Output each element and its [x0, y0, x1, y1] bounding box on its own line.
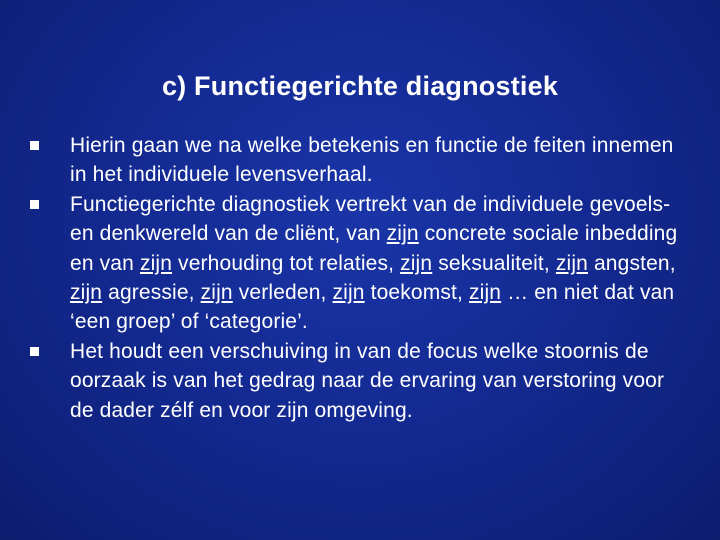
text-run: verleden,: [232, 281, 333, 305]
bullet-item: [30, 190, 690, 337]
text-run: concrete sociale inbedding en van: [70, 222, 678, 275]
underlined-word: zijn: [386, 222, 419, 246]
text-run: Functiegerichte diagnostiek vertrekt van de individuele gevoels-en denkwereld van de cliënt, van: [70, 192, 671, 246]
slide-title: c) Functiegerichte diagnostiek: [161, 71, 559, 102]
text-run: Hierin gaan we na welke betekenis en functie de feiten innemen in het individuele levensverhaal.: [70, 134, 674, 187]
underlined-word: zijn: [468, 281, 502, 305]
text-run: angsten,: [587, 251, 676, 275]
bullet-text: [70, 190, 690, 337]
bullet-text: [70, 131, 690, 190]
text-run: toekomst,: [364, 281, 469, 305]
underlined-word: zijn: [332, 281, 365, 305]
text-run: seksualiteit,: [432, 251, 556, 275]
text-run: Het houdt een verschuiving in van de focus welke stoornis de oorzaak is van het gedrag naar de ervaring van verstoring voor de dader zélf en voor zijn omgeving.: [70, 339, 665, 422]
square-bullet-icon: [30, 131, 70, 160]
bullet-item: [30, 131, 690, 190]
underlined-word: zijn: [200, 281, 233, 305]
bullet-text: [70, 337, 690, 425]
underlined-word: zijn: [400, 251, 433, 275]
square-bullet-icon: [30, 337, 70, 366]
underlined-word: zijn: [555, 251, 588, 275]
bullet-list: [30, 131, 690, 425]
text-run: … en niet dat van ‘een groep’ of ‘categorie’.: [70, 281, 675, 334]
text-run: verhouding tot relaties,: [172, 251, 401, 275]
underlined-word: zijn: [70, 281, 103, 305]
text-run: agressie,: [102, 281, 201, 305]
underlined-word: zijn: [139, 251, 173, 275]
bullet-item: [30, 337, 690, 425]
square-bullet-icon: [30, 190, 70, 219]
